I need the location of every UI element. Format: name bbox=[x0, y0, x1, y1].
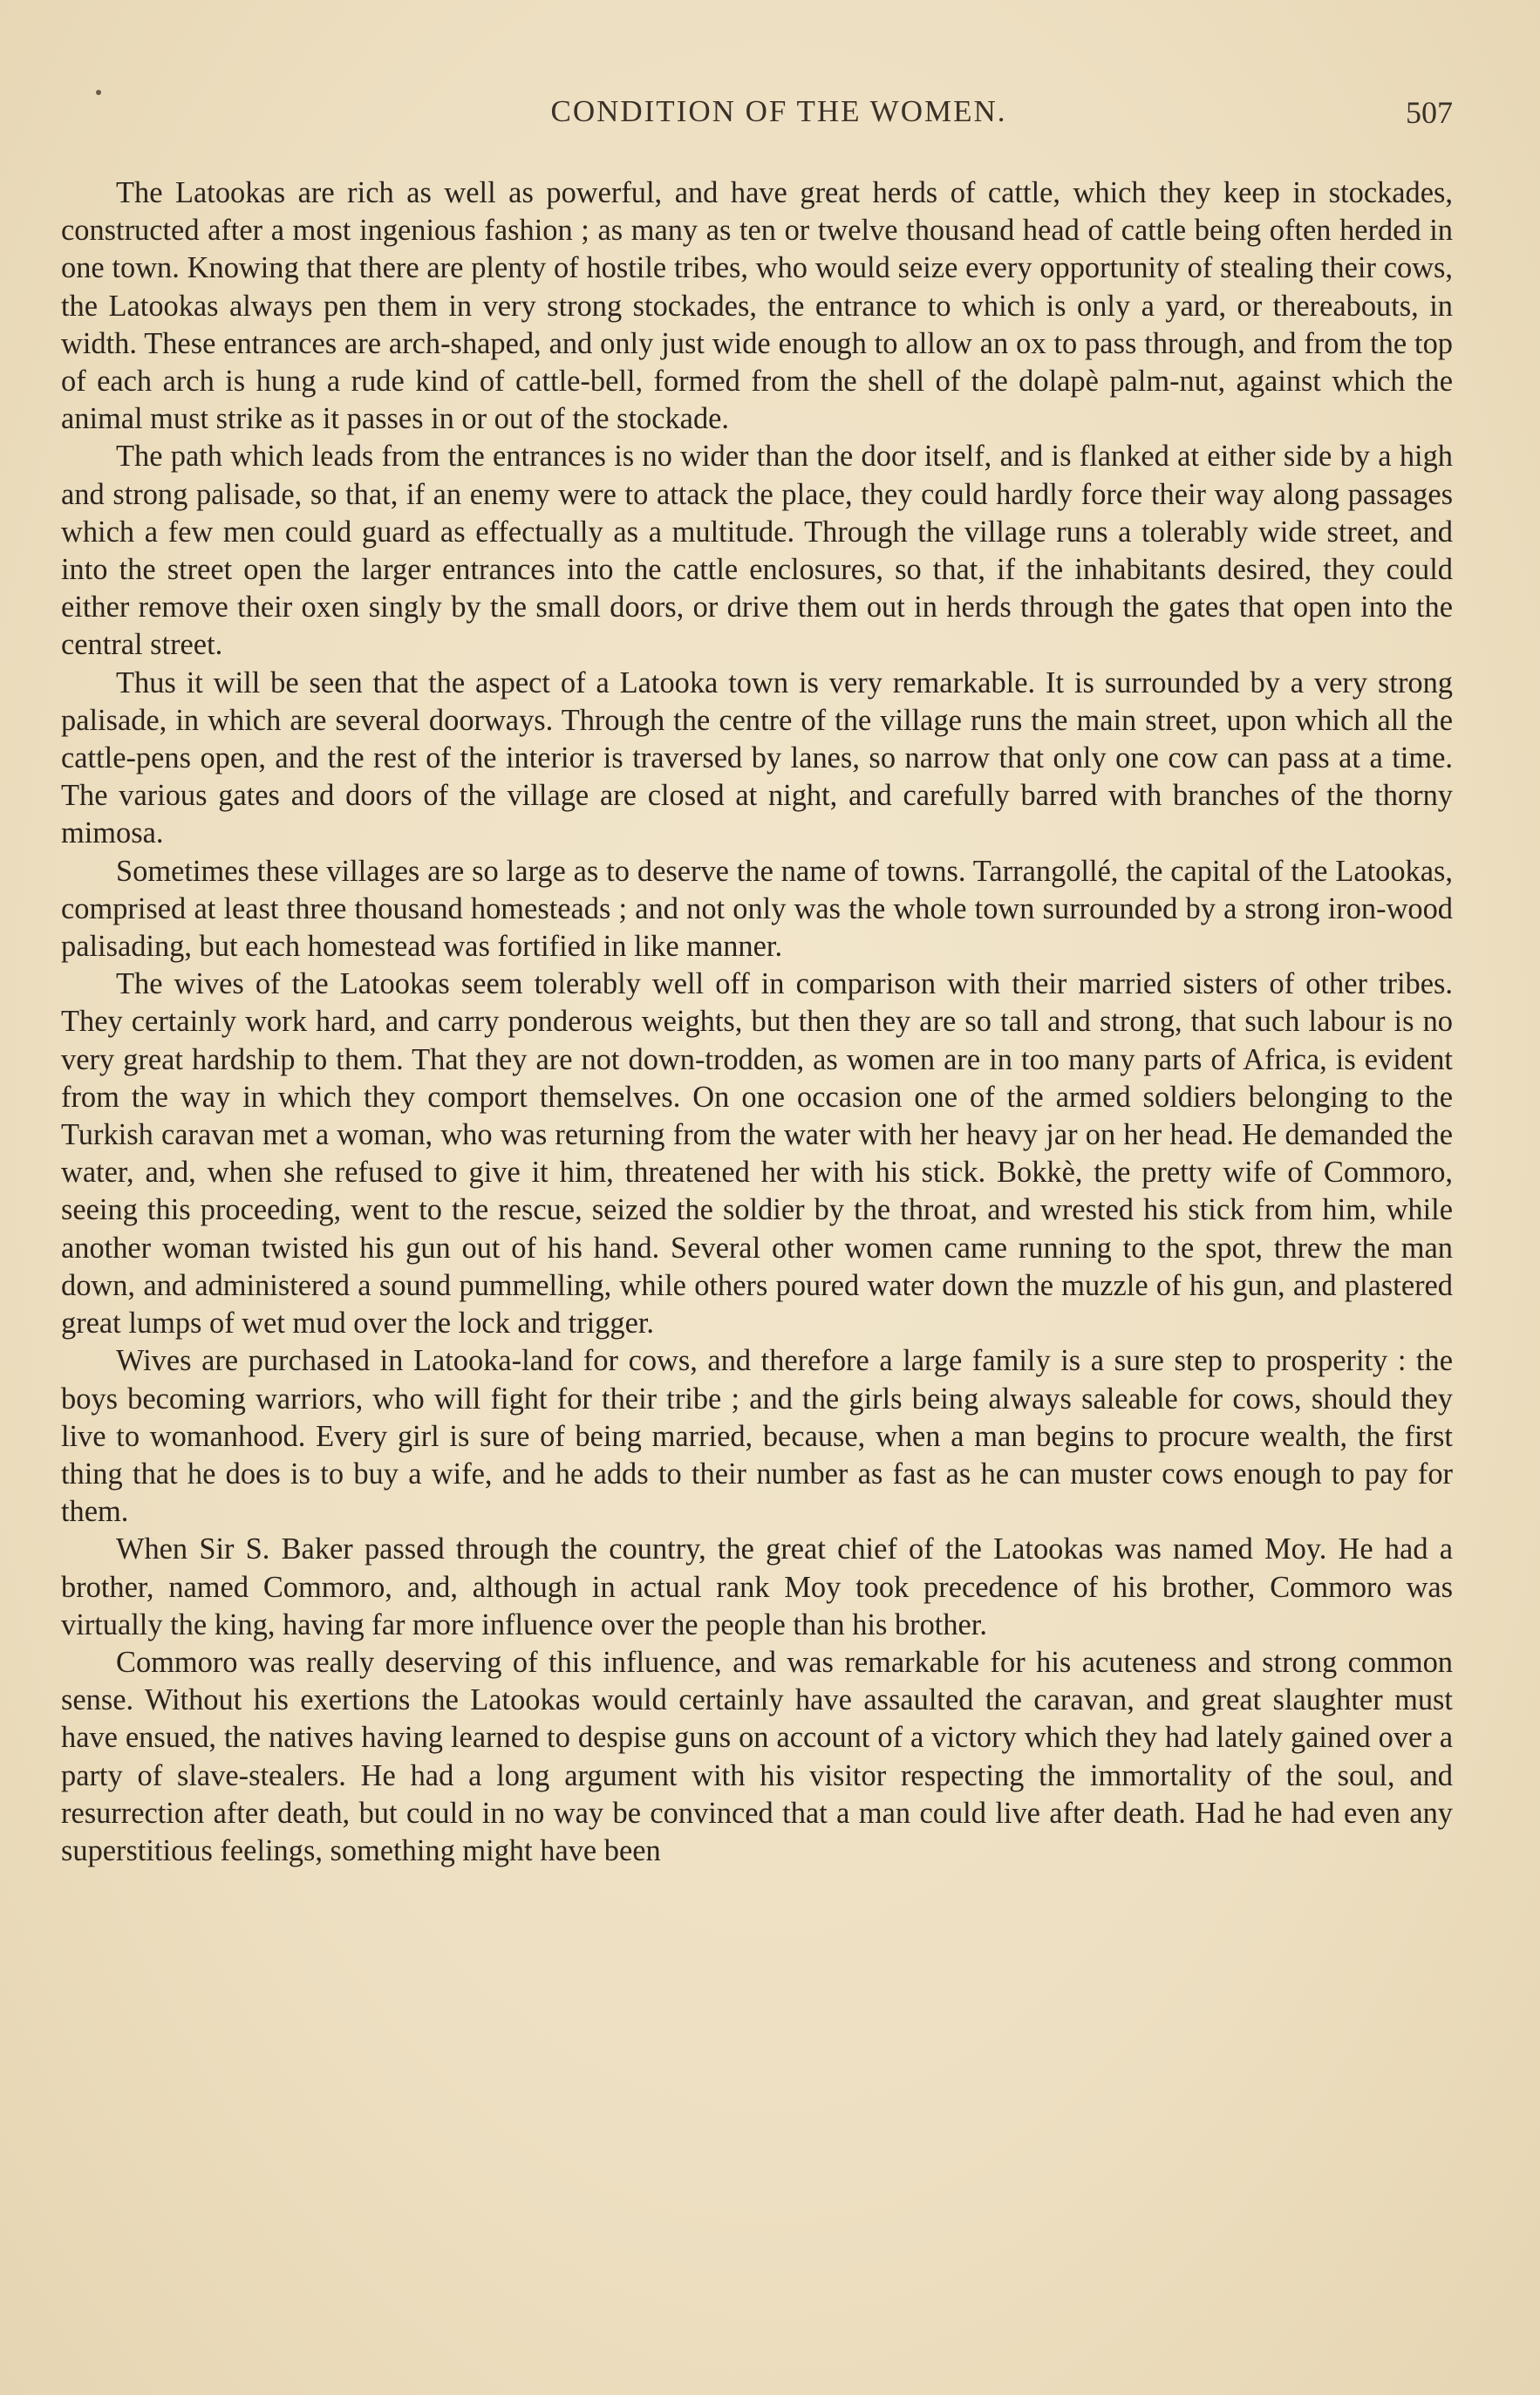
page-header bbox=[105, 94, 1453, 147]
paragraph: Commoro was really deserving of this influence, and was remarkable for his acuteness and strong common sense. Without his exertions the Latookas would certainly have assaulted the caravan, and great slaughter must have ensued, the natives having learned to despise guns on account of a victory which they had lately gained over a party of slave-stealers. He had a long argument with his visitor respecting the immortality of the soul, and resurrection after death, but could in no way be convinced that a man could live after death. Had he had even any superstitious feelings, something might have been bbox=[61, 1645, 1453, 1867]
paragraph: Wives are purchased in Latooka-land for cows, and therefore a large family is a sure step to prosperity : the boys becoming warriors, who will fight for their tribe ; and the girls being always saleable for cows, should they live to womanhood. Every girl is sure of being married, because, when a man begins to procure wealth, the first thing that he does is to buy a wife, and he adds to their number as fast as he can muster cows enough to pay for them. bbox=[61, 1344, 1453, 1529]
body-text bbox=[61, 174, 1453, 1870]
paragraph: The wives of the Latookas seem tolerably well off in comparison with their married sisters of other tribes. They certainly work hard, and carry ponderous weights, but then they are so tall and strong, that such labour is no very great hardship to them. That they are not down-trodden, as women are in too many parts of Africa, is evident from the way in which they comport themselves. On one occasion one of the armed soldiers belonging to the Turkish caravan met a woman, who was returning from the water with her heavy jar on her head. He demanded the water, and, when she refused to give it him, threatened her with his stick. Bokkè, the pretty wife of Commoro, seeing this proceeding, went to the rescue, seized the soldier by the throat, and wrested his stick from him, while another woman twisted his gun out of his hand. Several other women came running to the spot, threw the man down, and administered a sound pummelling, while others poured water down the muzzle of his gun, and plastered great lumps of wet mud over the lock and trigger. bbox=[61, 967, 1453, 1341]
paragraph: Thus it will be seen that the aspect of a Latooka town is very remarkable. It is surrounded by a very strong palisade, in which are several doorways. Through the centre of the village runs the main street, upon which all the cattle-pens open, and the rest of the interior is traversed by lanes, so narrow that only one cow can pass at a time. The various gates and doors of the village are closed at night, and carefully barred with branches of the thorny mimosa. bbox=[61, 665, 1453, 850]
page-number: 507 bbox=[1406, 95, 1453, 130]
paragraph: Sometimes these villages are so large as to deserve the name of towns. Tarrangollé, the capital of the Latookas, comprised at least three thousand homesteads ; and not only was the whole town surrounded by a strong iron-wood palisading, but each homestead was fortified in like manner. bbox=[61, 854, 1453, 964]
paragraph: When Sir S. Baker passed through the country, the great chief of the Latookas was named Moy. He had a brother, named Commoro, and, although in actual rank Moy took precedence of his brother, Commoro was virtually the king, having far more influence over the people than his brother. bbox=[61, 1532, 1453, 1641]
print-speck bbox=[96, 90, 101, 95]
paragraph: The Latookas are rich as well as powerful, and have great herds of cattle, which they keep in stockades, constructed after a most ingenious fashion ; as many as ten or twelve thousand head of cattle being often herded in one town. Knowing that there are plenty of hostile tribes, who would seize every opportunity of stealing their cows, the Latookas always pen them in very strong stockades, the entrance to which is only a yard, or thereabouts, in width. These entrances are arch-shaped, and only just wide enough to allow an ox to pass through, and from the top of each arch is hung a rude kind of cattle-bell, formed from the shell of the dolapè palm-nut, against which the animal must strike as it passes in or out of the stockade. bbox=[61, 176, 1453, 436]
running-head: CONDITION OF THE WOMEN. bbox=[550, 94, 1007, 128]
paragraph: The path which leads from the entrances is no wider than the door itself, and is flanked at either side by a high and strong palisade, so that, if an enemy were to attack the place, they could hardly force their way along passages which a few men could guard as effectually as a multitude. Through the village runs a tolerably wide street, and into the street open the larger entrances into the cattle enclosures, so that, if the inhabitants desired, they could either remove their oxen singly by the small doors, or drive them out in herds through the gates that open into the central street. bbox=[61, 440, 1453, 662]
